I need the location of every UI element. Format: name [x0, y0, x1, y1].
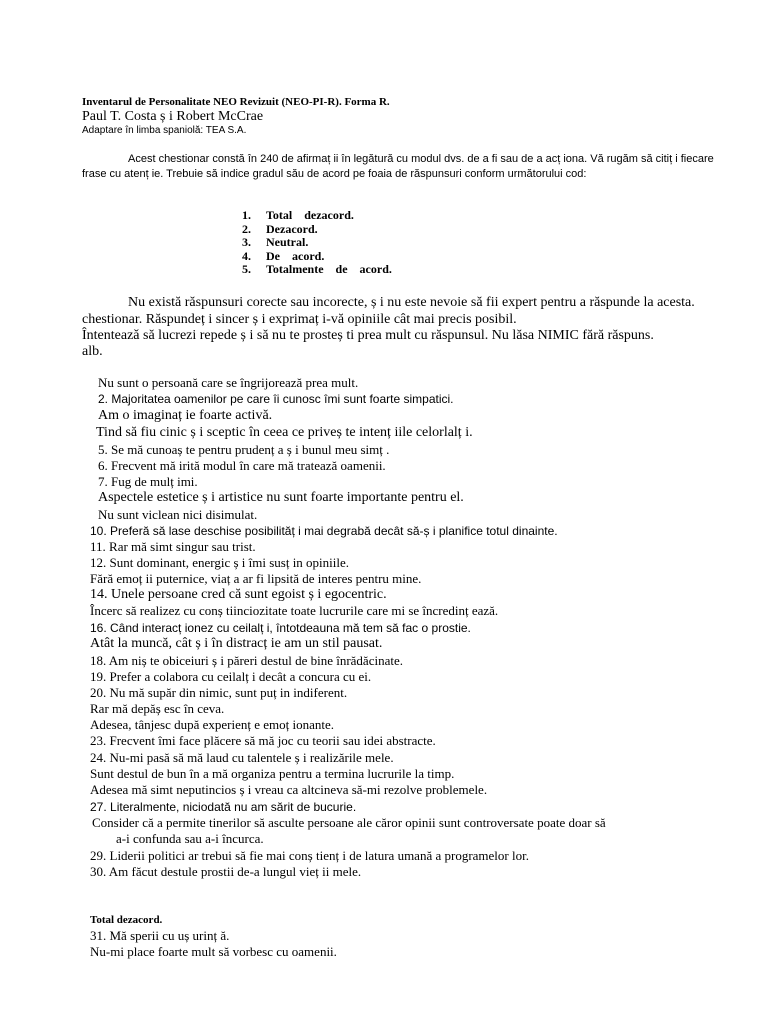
list-item: Fără emoț ii puternice, viaț a ar fi lipsită de interes pentru mine. [90, 571, 422, 586]
authors-line: Paul T. Costa ș i Robert McCrae [82, 109, 264, 124]
list-item: 31. Mă sperii cu uș urinț ă. [90, 928, 230, 943]
list-item: 18. Am niș te obiceiuri ș i păreri destul de bine înrădăcinate. [90, 653, 403, 668]
list-item: Adesea mă simt neputincios ș i vreau ca altcineva să-mi rezolve problemele. [90, 782, 488, 797]
list-item: Adesea, tânjesc după experienț e emoț ionante. [90, 717, 335, 732]
code-item: 2. Dezacord. [242, 221, 318, 236]
list-item: 2. Majoritatea oamenilor pe care îi cunosc îmi sunt foarte simpatici. [98, 392, 454, 406]
section-heading: Total dezacord. [90, 914, 163, 926]
list-item: 5. Se mă cunoaș te pentru prudenț a ș i bunul meu simț . [98, 442, 390, 457]
instructions-line-1: Nu există răspunsuri corecte sau incorecte, ș i nu este nevoie să fii expert pentru a răspunde la acesta. [128, 295, 695, 310]
list-item: 29. Liderii politici ar trebui să fie mai conș tienț i de latura umană a programelor lor. [90, 848, 529, 863]
instructions-line-4: alb. [82, 344, 103, 359]
list-item: Am o imaginaț ie foarte activă. [98, 408, 273, 423]
list-item: 7. Fug de mulț imi. [98, 474, 198, 489]
list-item: 27. Literalmente, niciodată nu am sărit de bucurie. [90, 800, 357, 814]
code-item: 3. Neutral. [242, 235, 309, 249]
list-item: 19. Prefer a colabora cu ceilalț i decât a concura cu ei. [90, 669, 372, 684]
list-item: Nu-mi place foarte mult să vorbesc cu oamenii. [90, 944, 337, 959]
list-item: 16. Când interacț ionez cu ceilalț i, întotdeauna mă tem să fac o prostie. [90, 621, 471, 635]
list-item: Sunt destul de bun în a mă organiza pentru a termina lucrurile la timp. [90, 766, 455, 781]
list-item-continuation: a-i confunda sau a-i încurca. [116, 831, 264, 846]
intro-line-1: Acest chestionar constă în 240 de afirmaț ii în legătură cu modul dvs. de a fi sau de a acț iona. Vă rugăm să citiț i fiecare [128, 153, 714, 165]
list-item: 12. Sunt dominant, energic ș i îmi susț in opiniile. [90, 555, 350, 570]
list-item: 20. Nu mă supăr din nimic, sunt puț in indiferent. [90, 685, 348, 700]
list-item: Atât la muncă, cât ș i în distracț ie am un stil pausat. [90, 636, 383, 651]
intro-line-2: frase cu atenț ie. Trebuie să indice gradul său de acord pe foaia de răspunsuri conform următorului cod: [82, 168, 587, 180]
document-title: Inventarul de Personalitate NEO Revizuit (NEO-PI-R). Forma R. [82, 96, 390, 108]
response-codes-list [242, 209, 392, 277]
list-item: Aspectele estetice ș i artistice nu sunt foarte importante pentru el. [98, 490, 464, 505]
list-item: 11. Rar mă simt singur sau trist. [90, 539, 256, 554]
list-item: 10. Preferă să lase deschise posibilităț i mai degrabă decât să-ș i planifice totul dinainte. [90, 524, 558, 538]
list-item: Nu sunt viclean nici disimulat. [98, 507, 258, 522]
instructions-line-2: chestionar. Răspundeț i sincer ș i exprimaț i-vă opiniile cât mai precis posibil. [82, 312, 517, 327]
code-item: 5. Totalmente de acord. [242, 262, 392, 276]
list-item: 30. Am făcut destule prostii de-a lungul vieț ii mele. [90, 864, 362, 879]
list-item: Rar mă depăș esc în ceva. [90, 701, 225, 716]
instructions-line-3: Întenteazǎ să lucrezi repede ș i să nu te prosteș ti prea mult cu răspunsul. Nu lăsa NIMIC fără răspuns. [82, 328, 654, 343]
list-item: Nu sunt o persoană care se îngrijorează prea mult. [98, 375, 359, 390]
list-item: 23. Frecvent îmi face plăcere să mă joc cu teorii sau idei abstracte. [90, 733, 436, 748]
list-item: 14. Unele persoane cred că sunt egoist ș i egocentric. [90, 587, 387, 602]
list-item: 24. Nu-mi pasă să mă laud cu talentele ș i realizările mele. [90, 750, 394, 765]
list-item: 6. Frecvent mă irită modul în care mă tratează oamenii. [98, 458, 386, 473]
list-item: Încerc să realizez cu conș tiinciozitate toate lucrurile care mi se încredinț ează. [90, 603, 499, 618]
code-item: 4. De acord. [242, 248, 325, 263]
list-item: Tind să fiu cinic ș i sceptic în ceea ce priveș te intenț iile celorlalț i. [96, 425, 473, 440]
adaptation-line: Adaptare în limba spaniolă: TEA S.A. [82, 125, 247, 136]
code-item: 1. Total dezacord. [242, 208, 354, 222]
list-item: Consider că a permite tinerilor să asculte persoane ale căror opinii sunt controversate poate doar să [92, 815, 606, 830]
